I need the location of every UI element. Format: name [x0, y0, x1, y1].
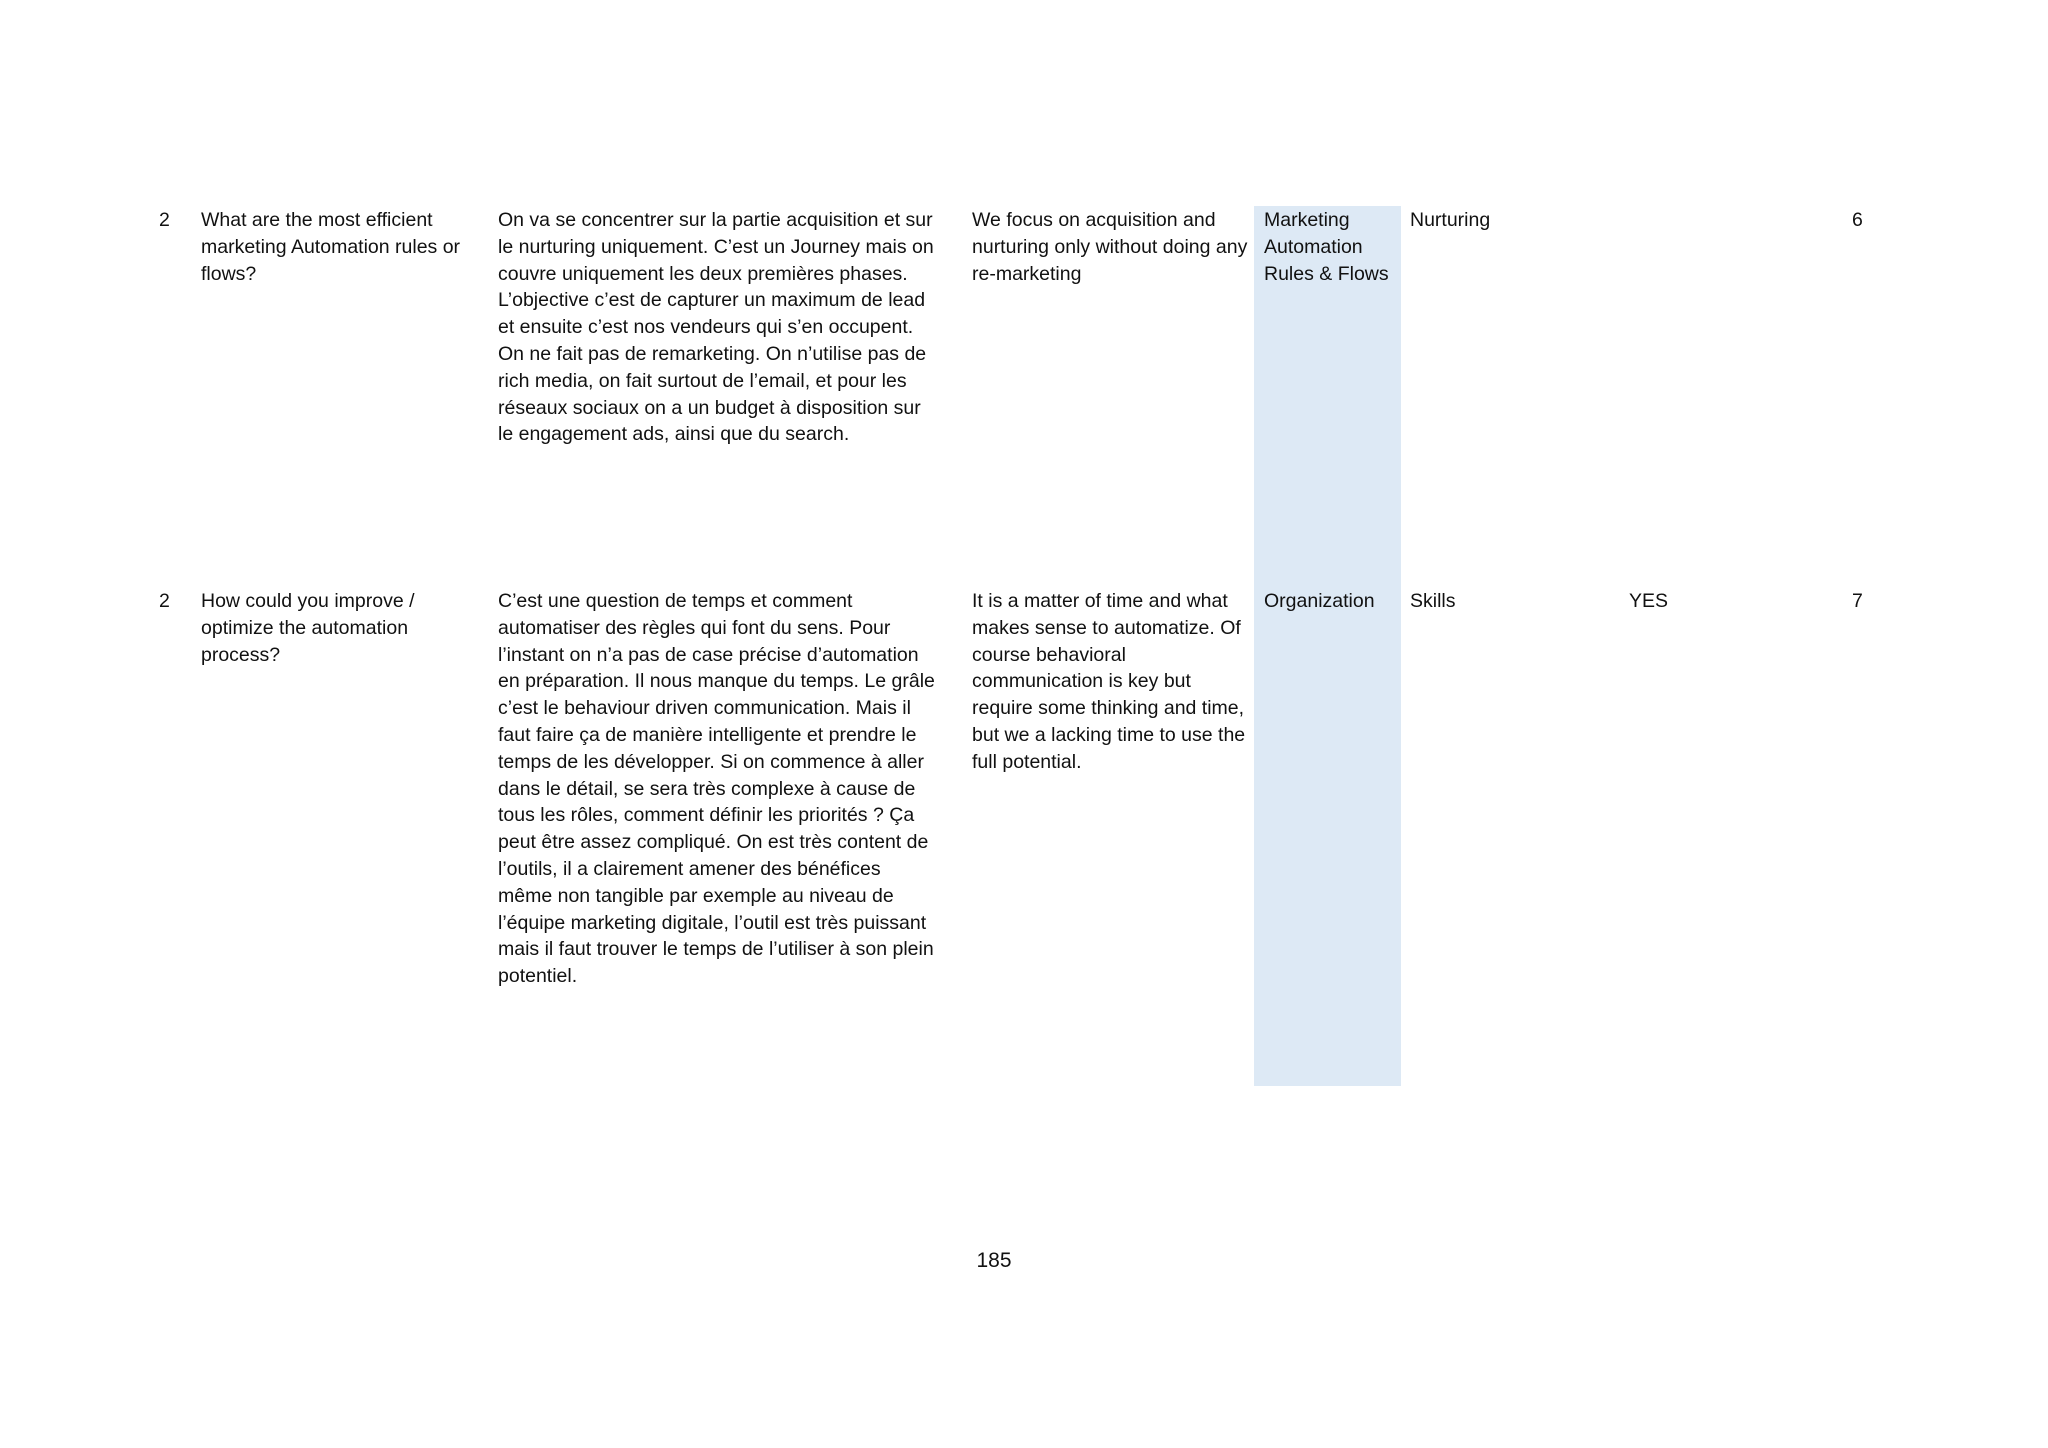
- answer-french: On va se concentrer sur la partie acquisition et sur le nurturing uniquement. C’est un Journey mais on couvre uniquement les deux premières phases. L’objective c’est de capturer un maximum de lead et ensuite c’est nos vendeurs qui s’en occupent. On ne fait pas de remarketing. On n’utilise pas de rich media, on fait surtout de l’email, et pour les réseaux sociaux on a un budget à disposition sur le engagement ads, ainsi que du search.: [498, 209, 934, 446]
- score-value: 7: [1852, 590, 1863, 612]
- page-number: 185: [976, 1249, 1012, 1272]
- category-label: Marketing Automation Rules & Flows: [1264, 209, 1389, 285]
- row-number: 2: [159, 209, 170, 231]
- flag-value: YES: [1629, 590, 1669, 612]
- category-label: Organization: [1264, 590, 1375, 612]
- answer-french: C’est une question de temps et comment automatiser des règles qui font du sens. Pour l’instant on n’a pas de case précise d’automation en préparation. Il nous manque du temps. Le grâle c’est le behaviour driven communication. Mais il faut faire ça de manière intelligente et prendre le temps de les développer. Si on commence à aller dans le détail, se sera très complexe à cause de tous les rôles, comment définir les priorités ? Ça peut être assez compliqué. On est très content de l’outils, il a clairement amener des bénéfices même non tangible par exemple au niveau de l’équipe marketing digitale, l’outil est très puissant mais il faut trouver le temps de l’utiliser à son plein potentiel.: [498, 590, 935, 988]
- question-text: What are the most efficient marketing Automation rules or flows?: [201, 209, 461, 285]
- score-value: 6: [1852, 209, 1863, 231]
- subcategory-label: Skills: [1410, 590, 1456, 612]
- subcategory-label: Nurturing: [1410, 209, 1491, 231]
- answer-english: We focus on acquisition and nurturing only without doing any re-marketing: [972, 209, 1248, 285]
- category-column-highlight: [1254, 206, 1401, 1086]
- row-number: 2: [159, 590, 170, 612]
- answer-english: It is a matter of time and what makes sense to automatize. Of course behavioral communication is key but require some thinking and time, but we a lacking time to use the full potential.: [972, 590, 1246, 773]
- question-text: How could you improve / optimize the automation process?: [201, 590, 415, 666]
